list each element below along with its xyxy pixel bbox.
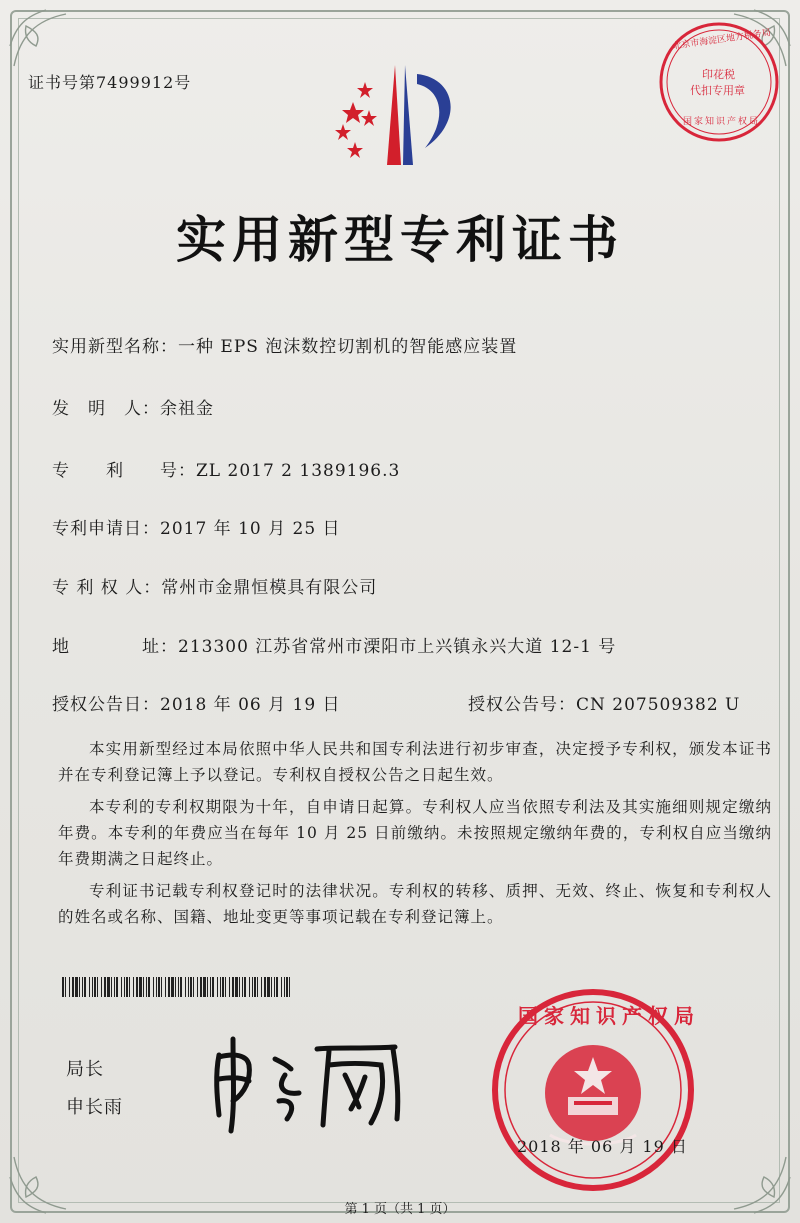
barcode-bar <box>69 977 70 997</box>
field-patent-number-label: 专 利 号： <box>52 461 196 481</box>
barcode-bar <box>203 977 206 997</box>
field-name-row <box>52 332 517 357</box>
barcode-bar <box>284 977 285 997</box>
barcode-bar <box>126 977 128 997</box>
certificate-title: 实用新型专利证书 <box>176 210 624 269</box>
barcode-bar <box>97 977 98 997</box>
official-seal-text-value: 国家知识产权局 <box>518 1004 700 1028</box>
barcode-bar <box>168 977 170 997</box>
barcode-bar <box>111 977 112 997</box>
barcode-bar <box>89 977 90 997</box>
barcode-bar <box>217 977 218 997</box>
barcode-bar <box>116 977 118 997</box>
barcode-bar <box>139 977 142 997</box>
barcode-bar <box>212 977 214 997</box>
barcode-bar <box>222 977 224 997</box>
field-patentee-row <box>52 573 377 598</box>
barcode-bar <box>62 977 64 997</box>
barcode-bar <box>289 977 290 997</box>
body-text <box>58 736 772 930</box>
barcode-bar <box>171 977 174 997</box>
barcode-bar <box>190 977 192 997</box>
barcode-bar <box>276 977 278 997</box>
field-inventor-value: 余祖金 <box>160 399 214 419</box>
barcode-bar <box>104 977 106 997</box>
barcode-bar <box>180 977 182 997</box>
barcode-bar <box>84 977 86 997</box>
barcode-bar <box>210 977 211 997</box>
barcode-bar <box>249 977 250 997</box>
tax-seal-ring-text: 北京市海淀区地方税务局 <box>671 28 772 52</box>
field-grant-date-value: 2018 年 06 月 19 日 <box>160 695 341 715</box>
barcode-bar <box>92 977 93 997</box>
barcode-bar <box>281 977 282 997</box>
barcode-bar <box>175 977 176 997</box>
barcode-bar <box>193 977 194 997</box>
barcode-bar <box>229 977 230 997</box>
barcode-bar <box>185 977 186 997</box>
barcode-bar <box>79 977 80 997</box>
barcode-bar <box>207 977 208 997</box>
barcode-bar <box>232 977 234 997</box>
field-grant-date-row <box>52 690 341 715</box>
barcode-bar <box>143 977 144 997</box>
barcode-bar <box>244 977 246 997</box>
barcode-bar <box>239 977 240 997</box>
field-grant-number-row <box>468 690 740 715</box>
director-name: 申长雨 <box>66 1097 123 1118</box>
field-grant-date-label: 授权公告日： <box>52 695 160 715</box>
barcode-bar <box>197 977 198 997</box>
barcode-bar <box>148 977 150 997</box>
field-address-label: 地 址： <box>52 637 178 657</box>
tax-seal-line2: 代扣专用章 <box>690 84 745 97</box>
barcode-bar <box>257 977 258 997</box>
barcode-bar <box>136 977 138 997</box>
barcode-bar <box>200 977 202 997</box>
barcode-bar <box>114 977 115 997</box>
barcode-bar <box>129 977 130 997</box>
barcode-bar <box>165 977 166 997</box>
barcode-bar <box>121 977 122 997</box>
field-patentee-value: 常州市金鼎恒模具有限公司 <box>161 578 378 598</box>
field-filing-date-label: 专利申请日： <box>52 519 160 539</box>
barcode-bar <box>75 977 78 997</box>
field-address-value: 213300 江苏省常州市溧阳市上兴镇永兴大道 12-1 号 <box>178 637 617 657</box>
barcode-bar <box>65 977 66 997</box>
barcode-bar <box>267 977 270 997</box>
certificate-number: 证书号第7499912号 <box>28 73 192 92</box>
field-grant-number-value: CN 207509382 U <box>576 695 741 715</box>
barcode-bar <box>72 977 74 997</box>
barcode-bar <box>220 977 221 997</box>
body-paragraph-3: 专利证书记载专利权登记时的法律状况。专利权的转移、质押、无效、终止、恢复和专利权人的姓名或名称、国籍、地址变更等事项记载在专利登记簿上。 <box>58 882 772 926</box>
handwritten-signature <box>205 1035 410 1135</box>
field-name-label: 实用新型名称： <box>52 337 178 357</box>
barcode-bar <box>264 977 266 997</box>
cnipa-logo-icon <box>325 60 475 170</box>
barcode-bar <box>158 977 160 997</box>
field-patent-number-row <box>52 456 400 481</box>
barcode-bar <box>146 977 147 997</box>
barcode-bar <box>94 977 96 997</box>
field-inventor-label: 发 明 人： <box>52 399 160 419</box>
barcode-bar <box>107 977 110 997</box>
barcode-bar <box>254 977 256 997</box>
barcode-bar <box>178 977 179 997</box>
page-number: 第 1 页（共 1 页） <box>344 1202 456 1217</box>
barcode <box>62 977 294 997</box>
field-filing-date-value: 2017 年 10 月 25 日 <box>160 519 341 539</box>
barcode-bar <box>225 977 226 997</box>
barcode-bar <box>252 977 253 997</box>
field-grant-number-label: 授权公告号： <box>468 695 576 715</box>
barcode-bar <box>271 977 272 997</box>
barcode-bar <box>188 977 189 997</box>
field-patent-number-value: ZL 2017 2 1389196.3 <box>196 461 401 481</box>
barcode-bar <box>124 977 125 997</box>
field-address-row <box>52 632 616 657</box>
field-filing-date-row <box>52 514 341 539</box>
barcode-bar <box>153 977 154 997</box>
field-name-value: 一种 EPS 泡沫数控切割机的智能感应装置 <box>178 337 518 357</box>
tax-seal-bottom-text: 国家知识产权局 <box>683 117 761 127</box>
barcode-bar <box>82 977 83 997</box>
tax-seal-line1: 印花税 <box>702 68 735 81</box>
barcode-bar <box>286 977 288 997</box>
barcode-bar <box>235 977 238 997</box>
seal-date: 2018 年 06 月 19 日 <box>517 1137 688 1156</box>
barcode-bar <box>242 977 243 997</box>
barcode-bar <box>261 977 262 997</box>
barcode-bar <box>133 977 134 997</box>
body-paragraph-1: 本实用新型经过本局依照中华人民共和国专利法进行初步审查，决定授予专利权，颁发本证书并在专利登记簿上予以登记。专利权自授权公告之日起生效。 <box>58 740 772 784</box>
barcode-bar <box>274 977 275 997</box>
barcode-bar <box>101 977 102 997</box>
field-inventor-row <box>52 394 214 419</box>
body-paragraph-2: 本专利的专利权期限为十年，自申请日起算。专利权人应当依照专利法及其实施细则规定缴纳年费。本专利的年费应当在每年 10 月 25 日前缴纳。未按照规定缴纳年费的，专利权自应当缴纳年费期满之日起终止。 <box>58 798 772 868</box>
barcode-bar <box>161 977 162 997</box>
field-patentee-label: 专 利 权 人： <box>52 578 162 598</box>
official-seal-text <box>518 1000 700 1029</box>
director-title: 局长 <box>66 1059 104 1080</box>
barcode-bar <box>156 977 157 997</box>
